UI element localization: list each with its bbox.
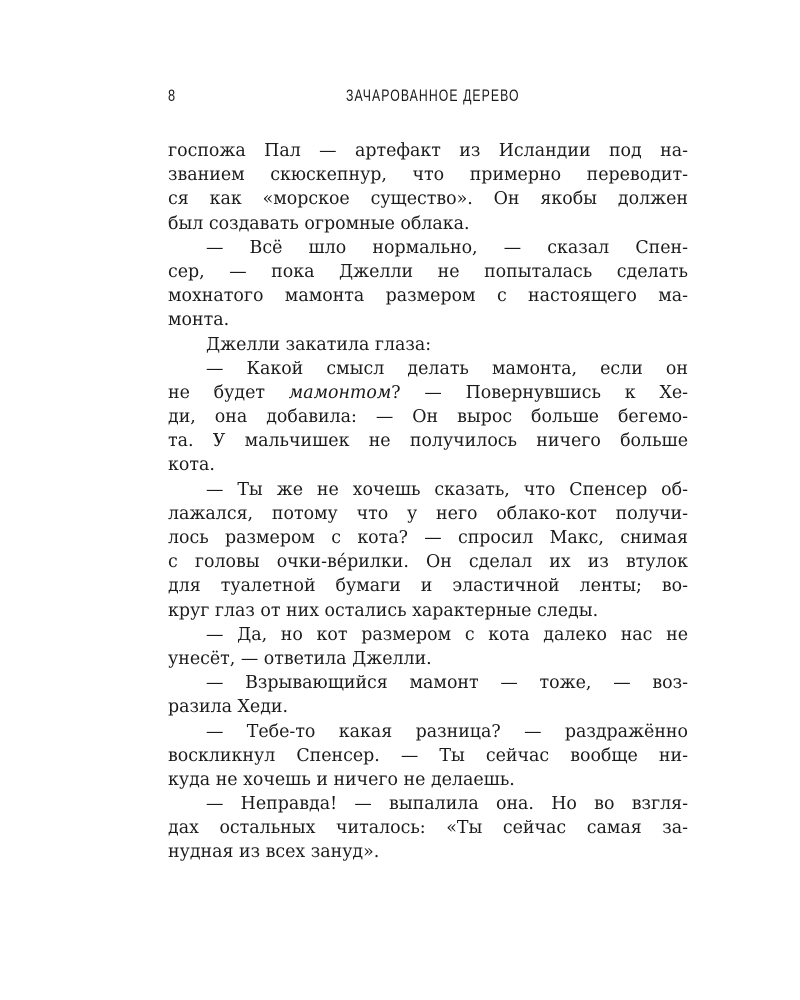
text-line: с головы очки-вéрилки. Он сделал их из втулок — [168, 552, 688, 573]
page-text — [168, 139, 688, 865]
text-line: госпожа Пал — артефакт из Исландии под на- — [168, 141, 688, 161]
text-line: ся как «морское существо». Он якобы должен — [168, 189, 688, 210]
text-line: был создавать огромные облака. — [168, 213, 470, 234]
page-number: 8 — [168, 86, 176, 105]
text-line: — Неправда! — выпалила она. Но во взгля- — [206, 794, 688, 815]
text-line: — Ты же не хочешь сказать, что Спенсер об- — [206, 479, 688, 500]
text-line: куда не хочешь и ничего не делаешь. — [168, 769, 515, 790]
text-line: для туалетной бумаги и эластичной ленты; во- — [168, 576, 688, 597]
text-line: — Да, но кот размером с кота далеко нас не — [206, 624, 688, 645]
text-line: нудная из всех зануд». — [168, 842, 380, 863]
text-line: ди, она добавила: — Он вырос больше бегемо- — [168, 407, 688, 428]
text-line: — Всё шло нормально, — сказал Спен- — [206, 237, 688, 258]
text-segment: ? — Повернувшись к Хе- — [391, 382, 688, 403]
text-line: дах остальных читалось: «Ты сейчас самая за- — [168, 818, 688, 839]
text-line: круг глаз от них остались характерные следы. — [168, 600, 599, 621]
text-line: лажался, потому что у него облако-кот получи- — [168, 503, 688, 524]
text-segment: не будет — [168, 382, 289, 403]
text-line: — Какой смысл делать мамонта, если он — [206, 358, 688, 379]
text-line: монта. — [168, 310, 230, 331]
text-line: званием скюскепнур, что примерно переводит- — [168, 165, 688, 186]
running-title: ЗАЧАРОВАННОЕ ДЕРЕВО — [346, 86, 520, 105]
text-line: кота. — [168, 455, 215, 476]
text-line: мохнатого мамонта размером с настоящего ма- — [168, 286, 688, 307]
text-line: воскликнул Спенсер. — Ты сейчас вообще ни- — [168, 745, 688, 766]
text-line: Джелли закатила глаза: — [206, 334, 432, 355]
emphasis-text: мамонтом — [288, 382, 392, 403]
text-line: разила Хеди. — [168, 697, 289, 718]
text-line: та. У мальчишек не получилось ничего больше — [168, 431, 688, 452]
text-line: сер, — пока Джелли не попыталась сделать — [168, 261, 688, 282]
page-header — [168, 86, 688, 110]
text-line: унесёт, — ответила Джелли. — [168, 648, 432, 669]
text-line: — Тебе-то какая разница? — раздражённо — [206, 721, 688, 742]
text-line: — Взрывающийся мамонт — тоже, — воз- — [206, 673, 688, 694]
text-line — [168, 381, 688, 405]
text-line: лось размером с кота? — спросил Макс, снимая — [168, 528, 688, 548]
